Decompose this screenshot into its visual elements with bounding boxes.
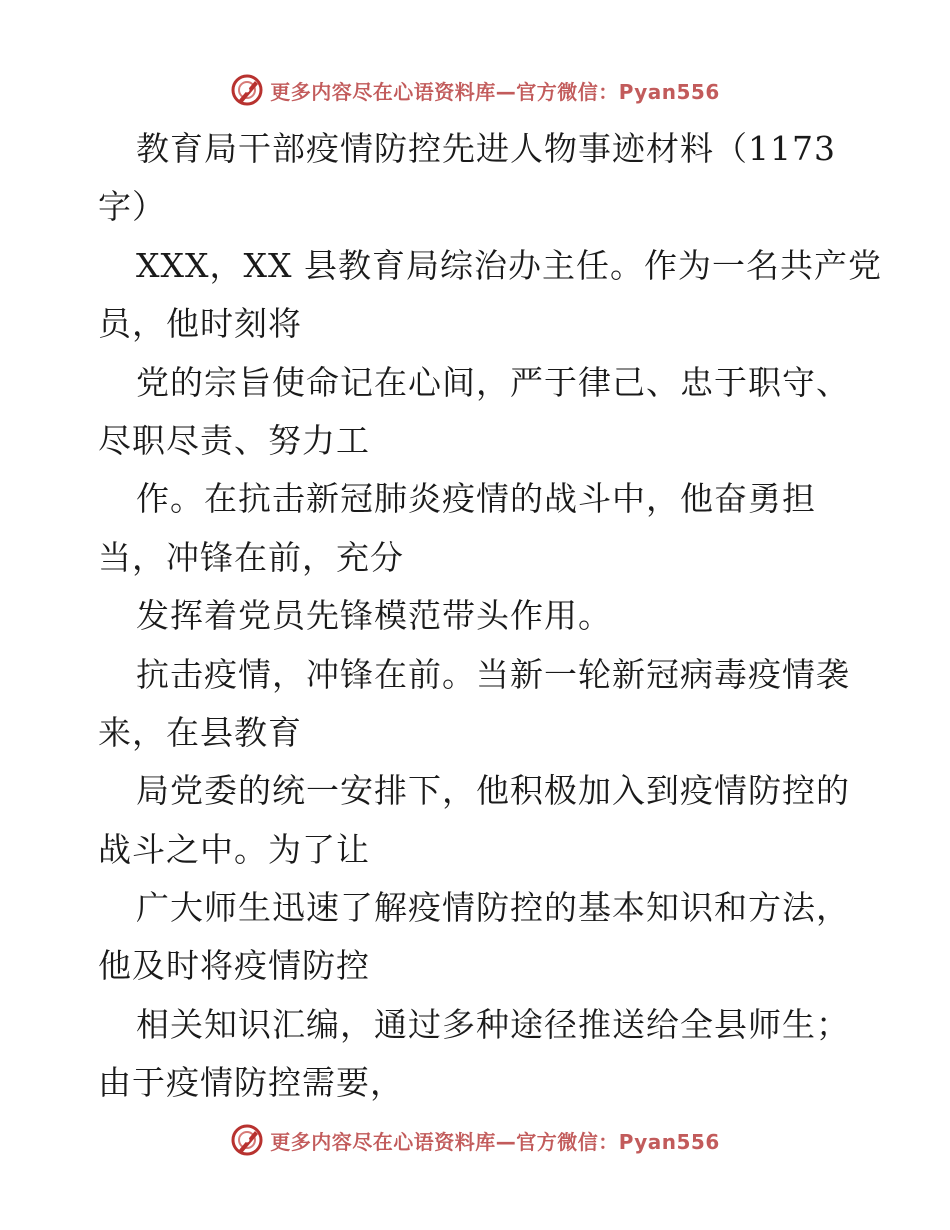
paragraph-line: 员，他时刻将: [98, 304, 302, 344]
paragraph-line: 局党委的统一安排下，他积极加入到疫情防控的: [136, 771, 850, 811]
paragraph-line: 党的宗旨使命记在心间，严于律己、忠于职守、: [136, 362, 850, 402]
banner-text: 更多内容尽在心语资料库—官方微信：Pyan556: [270, 79, 720, 104]
title-line: 教育局干部疫情防控先进人物事迹材料（1173: [136, 129, 836, 168]
document-body: [98, 120, 882, 1113]
paragraph-line: 当，冲锋在前，充分: [98, 537, 404, 577]
paragraph-line: 相关知识汇编，通过多种途径推送给全县师生；: [136, 1004, 850, 1044]
banner-text: 更多内容尽在心语资料库—官方微信：Pyan556: [270, 1129, 720, 1154]
title-line-continued: 字）: [98, 187, 166, 227]
paragraph-line: 作。在抗击新冠肺炎疫情的战斗中，他奋勇担: [136, 479, 816, 519]
paragraph-line: 由于疫情防控需要，: [98, 1063, 404, 1103]
paragraph-line: 战斗之中。为了让: [98, 829, 370, 869]
pen-nib-logo-icon: [230, 1123, 264, 1157]
paragraph-line: XXX，XX 县教育局综治办主任。作为一名共产党: [136, 245, 882, 285]
paragraph-line: 广大师生迅速了解疫情防控的基本知识和方法，: [136, 888, 850, 928]
footer-banner: [0, 1120, 950, 1160]
paragraph-line: 抗击疫情，冲锋在前。当新一轮新冠病毒疫情袭: [136, 654, 850, 694]
header-banner: [0, 70, 950, 110]
pen-nib-logo-icon: [230, 73, 264, 107]
paragraph-line: 他及时将疫情防控: [98, 946, 370, 986]
paragraph-line: 尽职尽责、努力工: [98, 420, 370, 460]
paragraph-line: 发挥着党员先锋模范带头作用。: [136, 596, 612, 636]
paragraph-line: 来，在县教育: [98, 712, 302, 752]
